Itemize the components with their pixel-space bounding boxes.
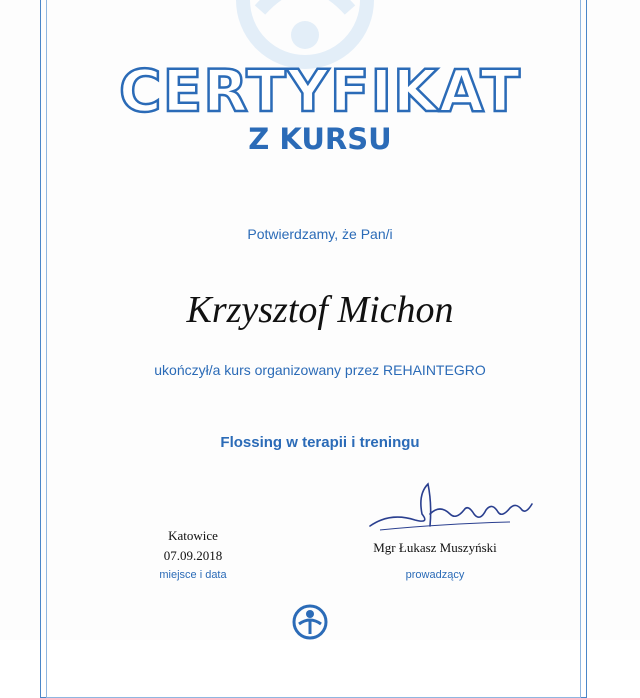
certificate-subtitle: Z KURSU [248, 122, 392, 156]
completion-text: ukończył/a kurs organizowany przez REHAINTEGRO [154, 362, 486, 378]
signer-role-label: prowadzący [405, 569, 465, 581]
rehaintegro-logo-icon [290, 600, 330, 640]
place-date-label: miejsce i data [159, 569, 227, 581]
confirmation-text: Potwierdzamy, że Pan/i [247, 226, 393, 242]
signer-name: Mgr Łukasz Muszyński [373, 540, 497, 555]
certificate-title: CERTYFIKAT [119, 57, 521, 125]
course-name: Flossing w terapii i treningu [220, 434, 420, 451]
recipient-name: Krzysztof Michon [186, 289, 454, 331]
date: 07.09.2018 [163, 548, 223, 563]
city: Katowice [168, 528, 218, 543]
signature [360, 474, 540, 544]
